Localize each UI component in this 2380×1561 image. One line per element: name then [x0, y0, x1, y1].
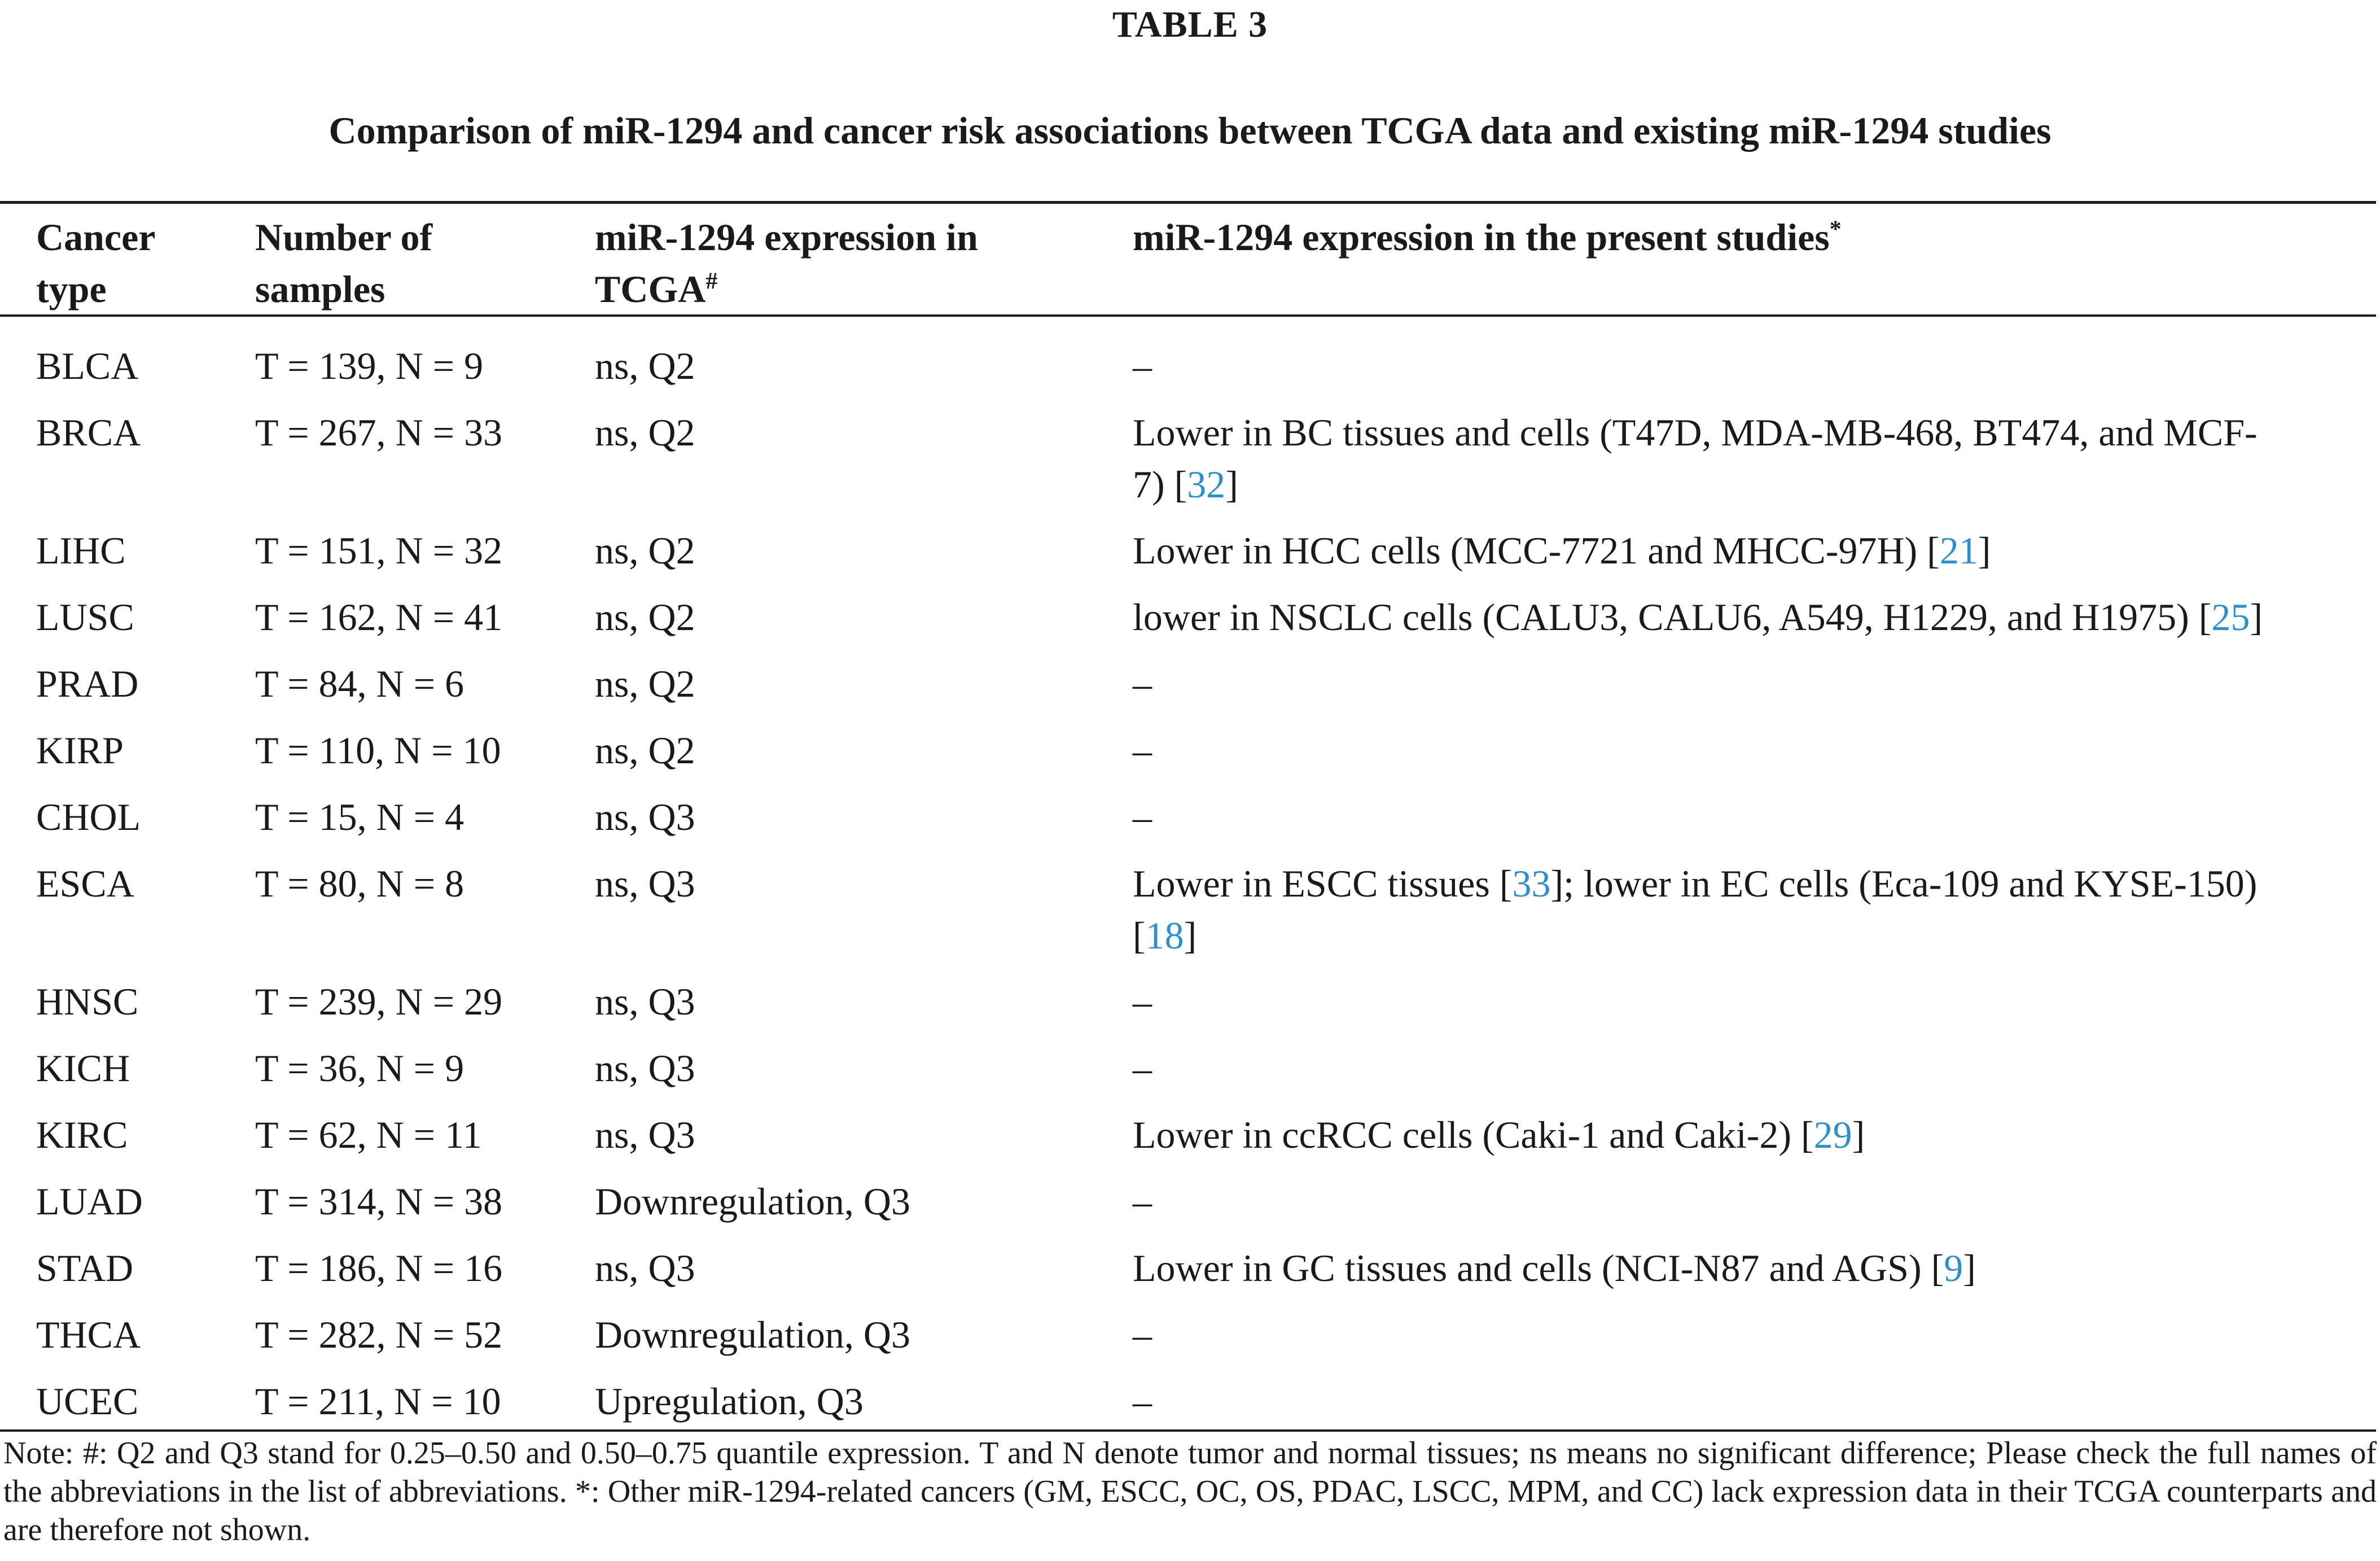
- cell-cancer-type: LUSC: [36, 596, 134, 639]
- cell-present: [1133, 1109, 2372, 1161]
- header-tcga-expression: [595, 211, 978, 315]
- header-tcga-text: TCGA: [595, 268, 706, 311]
- cell-present: [1133, 524, 2372, 576]
- cell-present-text: ]: [1184, 914, 1197, 957]
- table-label: TABLE 3: [1112, 4, 1268, 45]
- cell-present-text: ]; lower in EC cells (Eca-109 and KYSE-150): [1550, 862, 2258, 905]
- cell-tcga: Upregulation, Q3: [595, 1380, 864, 1423]
- cell-samples: T = 139, N = 9: [255, 344, 484, 387]
- reference-link[interactable]: 9: [1944, 1247, 1963, 1289]
- table-header-rule: [0, 314, 2376, 317]
- cell-present-text: ]: [1978, 529, 1991, 572]
- cell-present-text: 7) [: [1133, 463, 1187, 506]
- reference-link[interactable]: 33: [1512, 862, 1551, 905]
- cell-cancer-type: BLCA: [36, 344, 139, 387]
- cell-tcga: ns, Q2: [595, 411, 695, 454]
- cell-cancer-type: LIHC: [36, 529, 126, 572]
- cell-present-text: Lower in GC tissues and cells (NCI-N87 and AGS) [: [1133, 1247, 1944, 1289]
- cell-samples: T = 62, N = 11: [255, 1113, 482, 1156]
- cell-cancer-type: STAD: [36, 1247, 134, 1289]
- cell-present-text: Lower in ccRCC cells (Caki-1 and Caki-2) [: [1133, 1113, 1814, 1156]
- reference-link[interactable]: 18: [1145, 914, 1184, 957]
- cell-tcga: ns, Q3: [595, 862, 695, 905]
- reference-link[interactable]: 21: [1939, 529, 1978, 572]
- cell-tcga: ns, Q3: [595, 1047, 695, 1090]
- table-bottom-rule: [0, 1429, 2376, 1432]
- cell-present-text: [: [1133, 914, 1146, 957]
- cell-present: –: [1133, 729, 1152, 772]
- cell-samples: T = 15, N = 4: [255, 795, 464, 838]
- cell-present: [1133, 406, 2372, 510]
- cell-present-line1: [1133, 858, 2372, 910]
- table-top-rule: [0, 201, 2376, 204]
- cell-samples: T = 186, N = 16: [255, 1247, 503, 1289]
- cell-cancer-type: PRAD: [36, 662, 139, 705]
- cell-samples: T = 110, N = 10: [255, 729, 501, 772]
- cell-tcga: ns, Q2: [595, 529, 695, 572]
- cell-present-text: ]: [1225, 463, 1238, 506]
- cell-samples: T = 84, N = 6: [255, 662, 464, 705]
- header-tcga-line1: miR-1294 expression in: [595, 216, 978, 259]
- cell-present-line2: [1133, 458, 2372, 510]
- cell-samples: T = 36, N = 9: [255, 1047, 464, 1090]
- cell-present: –: [1133, 344, 1152, 387]
- cell-cancer-type: KICH: [36, 1047, 130, 1090]
- cell-tcga: Downregulation, Q3: [595, 1313, 911, 1356]
- cell-present: [1133, 591, 2372, 643]
- header-samples-line2: samples: [255, 268, 385, 311]
- cell-samples: T = 314, N = 38: [255, 1180, 503, 1223]
- table-footnote: Note: #: Q2 and Q3 stand for 0.25–0.50 and 0.50–0.75 quantile expression. T and N denote tumor and normal tissues; ns means no significant difference; Please check the full names of the abbreviations in the list of abbreviations. *: Other miR-1294-related cancers (GM, ESCC, OC, OS, PDAC, LSCC, MPM, and CC) lack expression data in their TCGA counterparts and are therefore not shown.: [3, 1436, 2377, 1547]
- header-present-text: miR-1294 expression in the present studies: [1133, 216, 1830, 259]
- cell-present-text: ]: [2250, 596, 2263, 639]
- cell-tcga: ns, Q3: [595, 1113, 695, 1156]
- cell-cancer-type: LUAD: [36, 1180, 143, 1223]
- cell-cancer-type: ESCA: [36, 862, 134, 905]
- cell-cancer-type: THCA: [36, 1313, 141, 1356]
- cell-cancer-type: BRCA: [36, 411, 141, 454]
- cell-samples: T = 80, N = 8: [255, 862, 464, 905]
- cell-tcga: ns, Q2: [595, 596, 695, 639]
- cell-samples: T = 239, N = 29: [255, 980, 503, 1023]
- reference-link[interactable]: 32: [1187, 463, 1226, 506]
- header-tcga-footnote-mark: #: [705, 268, 718, 295]
- cell-present-text: lower in NSCLC cells (CALU3, CALU6, A549, H1229, and H1975) [: [1133, 596, 2212, 639]
- cell-present: –: [1133, 795, 1152, 838]
- cell-present: –: [1133, 980, 1152, 1023]
- cell-tcga: ns, Q2: [595, 662, 695, 705]
- header-cancer-type: [36, 211, 155, 315]
- cell-samples: T = 267, N = 33: [255, 411, 503, 454]
- cell-present-line2: [1133, 910, 2372, 961]
- cell-tcga: ns, Q3: [595, 795, 695, 838]
- cell-cancer-type: CHOL: [36, 795, 141, 838]
- cell-present-text: ]: [1963, 1247, 1976, 1289]
- header-number-of-samples: [255, 211, 432, 315]
- header-present-studies: [1133, 211, 1842, 263]
- cell-cancer-type: KIRP: [36, 729, 124, 772]
- cell-cancer-type: HNSC: [36, 980, 139, 1023]
- cell-present: [1133, 1242, 2372, 1294]
- cell-present: –: [1133, 1380, 1152, 1423]
- cell-tcga: ns, Q3: [595, 980, 695, 1023]
- cell-present-text: ]: [1852, 1113, 1865, 1156]
- header-cancer-type-line1: Cancer: [36, 216, 156, 259]
- cell-present-text: Lower in HCC cells (MCC-7721 and MHCC-97H) [: [1133, 529, 1940, 572]
- cell-samples: T = 282, N = 52: [255, 1313, 503, 1356]
- cell-cancer-type: KIRC: [36, 1113, 128, 1156]
- cell-present: –: [1133, 662, 1152, 705]
- cell-tcga: ns, Q3: [595, 1247, 695, 1289]
- cell-samples: T = 211, N = 10: [255, 1380, 501, 1423]
- cell-present: –: [1133, 1047, 1152, 1090]
- cell-present-text: Lower in ESCC tissues [: [1133, 862, 1513, 905]
- header-present-footnote-mark: *: [1829, 216, 1842, 243]
- cell-samples: T = 162, N = 41: [255, 596, 503, 639]
- cell-present: –: [1133, 1180, 1152, 1223]
- cell-tcga: ns, Q2: [595, 344, 695, 387]
- header-cancer-type-line2: type: [36, 268, 107, 311]
- cell-present-line1: Lower in BC tissues and cells (T47D, MDA-MB-468, BT474, and MCF-: [1133, 411, 2258, 454]
- cell-tcga: Downregulation, Q3: [595, 1180, 911, 1223]
- cell-samples: T = 151, N = 32: [255, 529, 503, 572]
- cell-tcga: ns, Q2: [595, 729, 695, 772]
- header-samples-line1: Number of: [255, 216, 433, 259]
- reference-link[interactable]: 29: [1813, 1113, 1852, 1156]
- header-tcga-line2: [595, 263, 978, 315]
- table-caption: Comparison of miR-1294 and cancer risk associations between TCGA data and existing miR-1294 studies: [328, 109, 2052, 152]
- cell-present: –: [1133, 1313, 1152, 1356]
- cell-present: [1133, 858, 2372, 961]
- reference-link[interactable]: 25: [2211, 596, 2250, 639]
- cell-cancer-type: UCEC: [36, 1380, 139, 1423]
